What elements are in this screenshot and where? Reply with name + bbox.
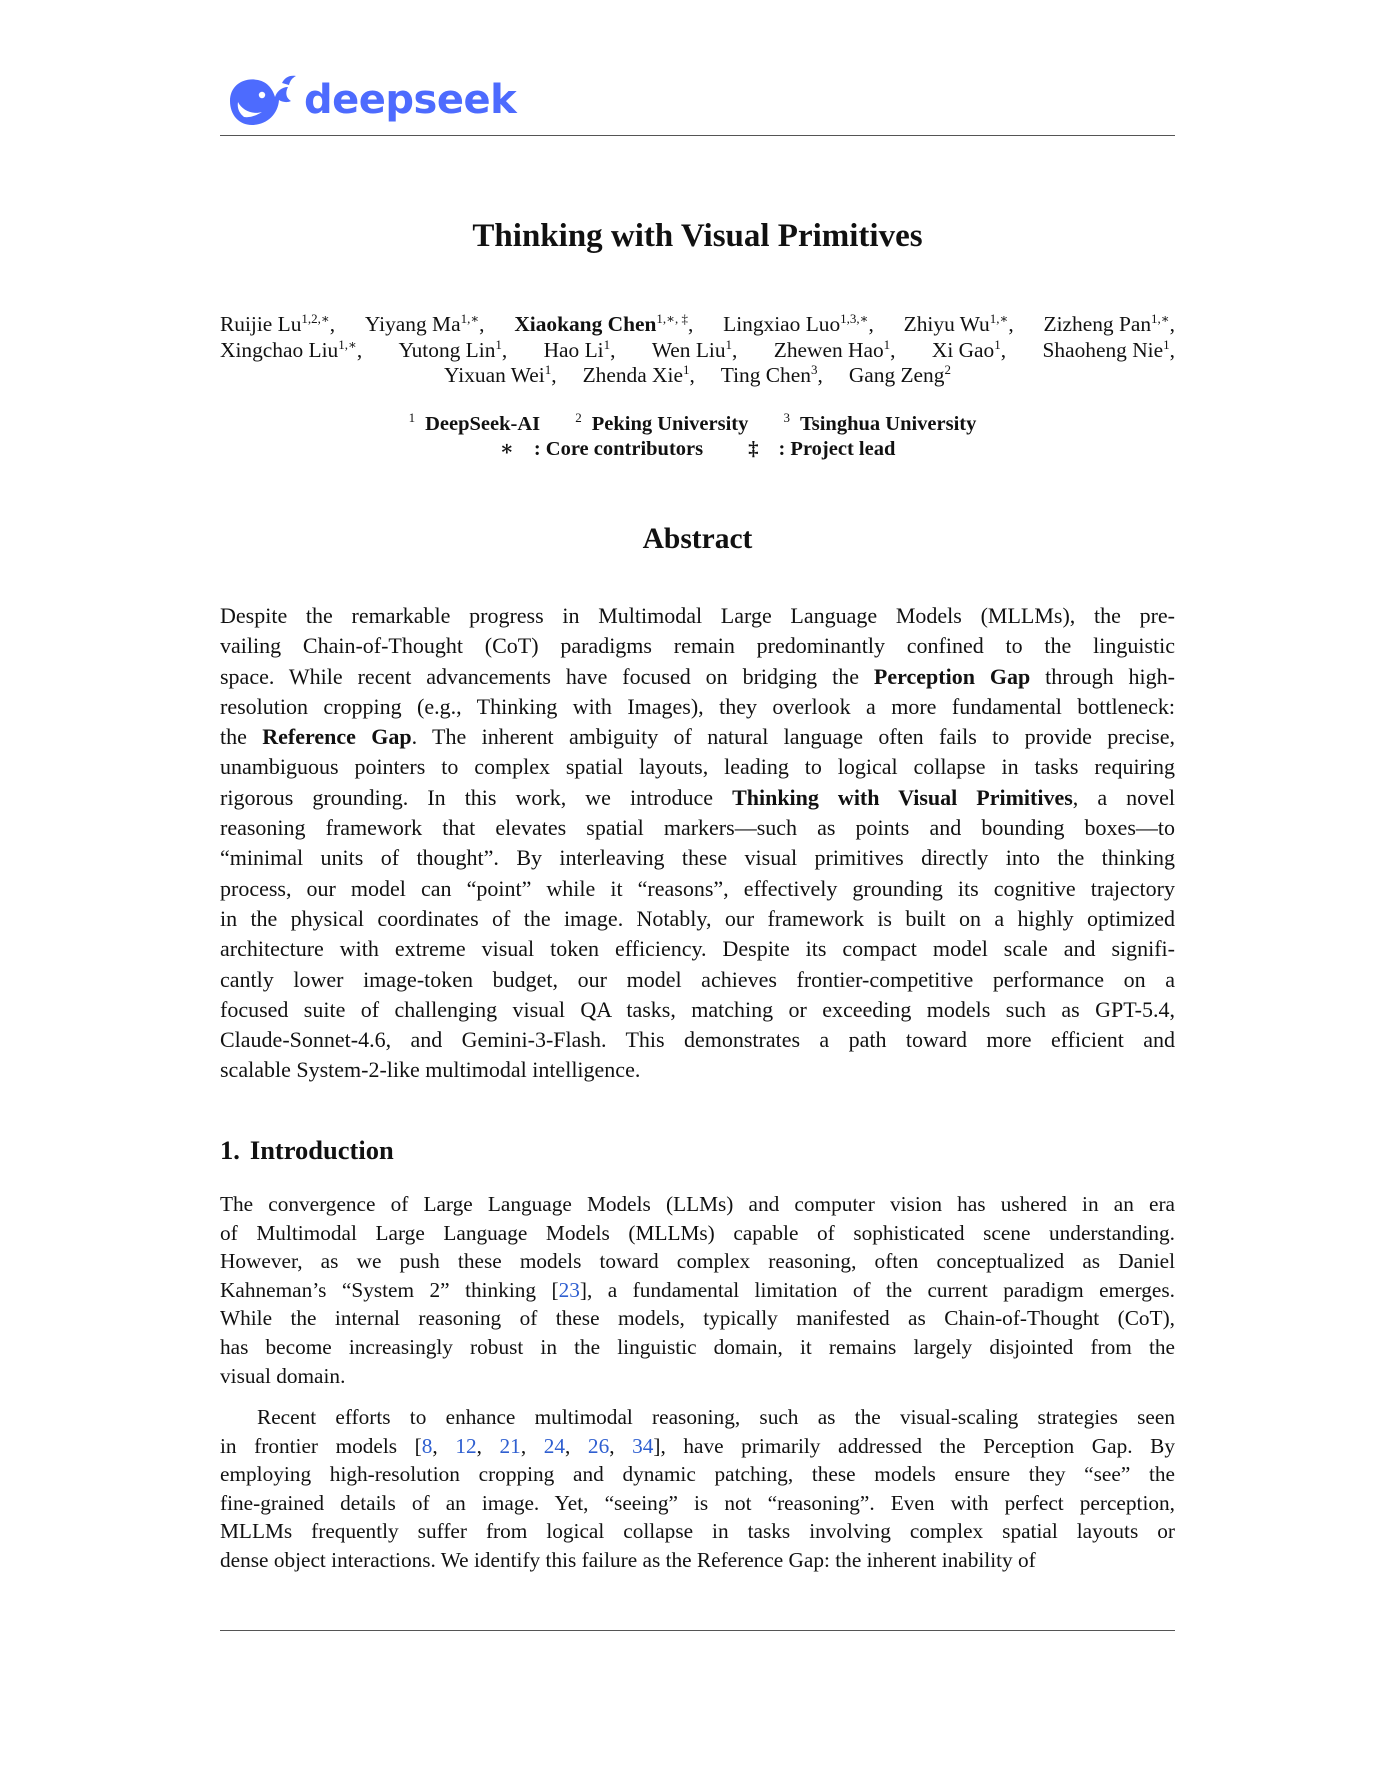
text-line: scalable System-2-like multimodal intelligence. bbox=[220, 1057, 641, 1083]
text-line: process, our model can “point” while it “reasons”, effectively grounding its cognitive trajectory bbox=[220, 875, 1175, 901]
text-line: employing high-resolution cropping and dynamic patching, these models ensure they “see” the bbox=[220, 1462, 1175, 1487]
section-number: 1. bbox=[220, 1135, 240, 1165]
abstract-body bbox=[220, 601, 1175, 1086]
text-line: Despite the remarkable progress in Multimodal Large Language Models (MLLMs), the pre- bbox=[220, 603, 1175, 628]
author: Zhiyu $Wu^{1,∗}$, bbox=[903, 311, 1014, 336]
note-core-contributors: ∗ : Core contributors bbox=[499, 438, 704, 460]
text-line: in the physical coordinates of the image. Notably, our framework is built on a highly optimized bbox=[220, 905, 1175, 931]
citation-link[interactable]: 23 bbox=[558, 1277, 580, 1302]
text-line: fine-grained details of an image. Yet, “seeing” is not “reasoning”. Even with perfect perception, bbox=[220, 1490, 1175, 1515]
intro-paragraph-2 bbox=[220, 1403, 1175, 1575]
affiliation: $^1$ DeepSeek-AI bbox=[408, 410, 541, 435]
text-line: “minimal units of thought”. By interleaving these visual primitives directly into the thinking bbox=[220, 845, 1175, 871]
text-line: vailing Chain-of-Thought (CoT) paradigms remain predominantly confined to the linguistic bbox=[220, 633, 1175, 659]
text-line: unambiguous pointers to complex spatial layouts, leading to logical collapse in tasks requiring bbox=[220, 754, 1175, 780]
text-line: focused suite of challenging visual QA tasks, matching or exceeding models such as GPT-5.4, bbox=[220, 996, 1175, 1022]
citation-link[interactable]: 26 bbox=[587, 1433, 610, 1458]
text-line: The convergence of Large Language Models (LLMs) and computer vision has ushered in an era bbox=[220, 1192, 1175, 1216]
contribution-notes bbox=[220, 437, 1175, 462]
author-row bbox=[220, 338, 1175, 364]
text-line: However, as we push these models toward complex reasoning, often conceptualized as Daniel bbox=[220, 1249, 1175, 1274]
intro-paragraph-1 bbox=[220, 1190, 1175, 1390]
text-line: MLLMs frequently suffer from logical collapse in tasks involving complex spatial layouts or bbox=[220, 1519, 1175, 1544]
text-line: Kahneman’s “System 2” thinking [23], a fundamental limitation of the current paradigm emerges. bbox=[220, 1277, 1175, 1302]
author: Lingxiao Luo$^{1,3,∗}$, bbox=[723, 311, 874, 336]
text-line: space. While recent advancements have focused on bridging the Perception Gap through high- bbox=[220, 663, 1175, 689]
author-list bbox=[220, 312, 1175, 389]
author: Ruijie $Lu^{1,2,∗}$, bbox=[220, 311, 336, 336]
section-title: Introduction bbox=[249, 1135, 394, 1165]
author: Xingchao Liu$^{1,∗}$, bbox=[220, 336, 363, 362]
affiliations bbox=[220, 412, 1175, 462]
author-project-lead: Xiaokang Chen$^{1,∗, \ddagger}$, bbox=[514, 311, 694, 336]
affiliation-line bbox=[220, 412, 1175, 437]
affiliation: $^3$ Tsinghua University bbox=[783, 410, 977, 435]
author: Yutong Lin$^1$, bbox=[398, 336, 508, 362]
author: Zizheng Pan$^{1,∗}$, bbox=[1043, 311, 1175, 336]
author: Zhewen Hao$^1$, bbox=[773, 336, 896, 362]
text-line: While the internal reasoning of these models, typically manifested as Chain-of-Thought (CoT), bbox=[220, 1306, 1175, 1331]
text-line: Claude-Sonnet-4.6, and Gemini-3-Flash. This demonstrates a path toward more efficient and bbox=[220, 1027, 1175, 1053]
author: Yixuan Wei$^1$, bbox=[444, 362, 557, 387]
whale-icon bbox=[224, 71, 302, 129]
author: Xi Gao$^1$, bbox=[931, 336, 1007, 362]
text-line: dense object interactions. We identify this failure as the Reference Gap: the inherent inability of bbox=[220, 1547, 1036, 1572]
author: Wen Liu$^1$, bbox=[651, 336, 738, 362]
author-row bbox=[220, 363, 1175, 389]
author: Zhenda Xie$^1$, bbox=[582, 362, 695, 387]
text-line: has become increasingly robust in the linguistic domain, it remains largely disjointed from the bbox=[220, 1334, 1175, 1359]
author-row bbox=[220, 312, 1175, 338]
text-line: resolution cropping (e.g., Thinking with Images), they overlook a more fundamental bottleneck: bbox=[220, 693, 1175, 719]
citation-link[interactable]: 24 bbox=[543, 1433, 566, 1458]
abstract-heading: Abstract bbox=[642, 523, 753, 555]
author: Hao Li$^1$, bbox=[543, 336, 616, 362]
text-line: cantly lower image-token budget, our model achieves frontier-competitive performance on a bbox=[220, 966, 1175, 992]
header-rule bbox=[220, 135, 1175, 136]
section-heading-introduction bbox=[220, 1133, 394, 1167]
affiliation: $^2$ Peking University bbox=[575, 410, 749, 435]
author: Shaoheng Nie$^1$, bbox=[1042, 336, 1175, 362]
text-line: reasoning framework that elevates spatial markers—such as points and bounding boxes—to bbox=[220, 815, 1175, 841]
text-line: of Multimodal Large Language Models (MLLMs) capable of sophisticated scene understanding. bbox=[220, 1220, 1175, 1245]
note-project-lead: ‡ : Project lead bbox=[748, 438, 896, 460]
author: Yiyang $Ma^{1,∗}$, bbox=[364, 311, 485, 336]
deepseek-logo bbox=[224, 70, 516, 130]
footer-rule bbox=[220, 1630, 1175, 1631]
logo-text: deepseek bbox=[304, 77, 517, 123]
text-line: Recent efforts to enhance multimodal reasoning, such as the visual-scaling strategies seen bbox=[257, 1405, 1175, 1429]
author: Ting Chen$^3$, bbox=[720, 362, 823, 387]
text-line: the Reference Gap. The inherent ambiguity of natural language often fails to provide precise, bbox=[220, 724, 1175, 750]
author: Gang Zeng$^2$ bbox=[848, 362, 951, 387]
citation-link[interactable]: 8 bbox=[421, 1433, 433, 1458]
citation-link[interactable]: 34 bbox=[632, 1433, 654, 1458]
citation-link[interactable]: 21 bbox=[499, 1433, 521, 1458]
text-line: rigorous grounding. In this work, we introduce Thinking with Visual Primitives, a novel bbox=[220, 784, 1175, 810]
text-line: in frontier models [8, 12, 21, 24, 26, 34], have primarily addressed the Perception Gap. By bbox=[220, 1433, 1176, 1458]
text-line: architecture with extreme visual token efficiency. Despite its compact model scale and signifi- bbox=[220, 936, 1175, 962]
text-line: visual domain. bbox=[220, 1363, 346, 1388]
citation-link[interactable]: 12 bbox=[455, 1433, 477, 1458]
paper-title: Thinking with Visual Primitives bbox=[472, 218, 923, 254]
